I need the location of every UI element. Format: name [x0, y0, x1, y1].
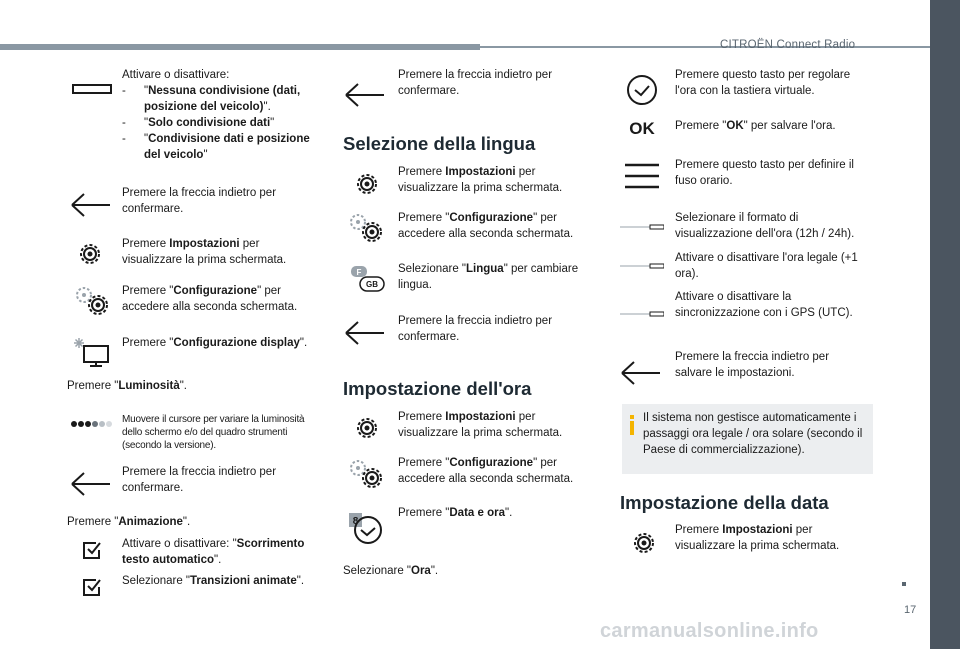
slider-text: Muovere il cursore per variare la luminosità dello schermo e/o del quadro strumenti (secondo la versione). — [122, 414, 305, 451]
ok-text: Premere "OK" per salvare l'ora. — [675, 120, 836, 132]
back-arrow-icon — [344, 82, 386, 108]
back-confirm-text-2: Premere la freccia indietro per confermare. — [122, 466, 277, 494]
brightness-text: Premere "Luminosità". — [67, 380, 187, 392]
back-save-text: Premere la freccia indietro per salvare le impostazioni. — [675, 351, 830, 379]
back-arrow-icon — [70, 192, 112, 218]
config-text-2: Premere "Configurazione" per accedere alla seconda schermata. — [398, 457, 574, 485]
option-data-position: - "Condivisione dati e posizione del veicolo" — [122, 131, 322, 163]
settings-text: Premere Impostazioni per visualizzare la prima schermata. — [398, 166, 563, 194]
info-text: Il sistema non gestisce automaticamente i passaggi ora legale / ora solare (secondo il Paese di commercializzazione). — [643, 412, 863, 456]
config-gears-icon — [346, 210, 386, 246]
checkbox-checked-icon — [82, 540, 102, 560]
header-rule-thin — [480, 46, 930, 48]
language-heading: Selezione della lingua — [343, 133, 536, 154]
watermark: carmanualsonline.info — [600, 620, 819, 642]
info-icon — [625, 414, 639, 436]
back-arrow-icon — [344, 320, 386, 346]
keyboard-text: Premere questo tasto per regolare l'ora con la tastiera virtuale. — [675, 69, 851, 97]
flag-gb-label: GB — [366, 280, 378, 289]
auto-scroll-text: Attivare o disattivare: "Scorrimento testo automatico". — [122, 538, 305, 566]
gear-icon — [630, 529, 658, 557]
back-arrow-icon — [70, 471, 112, 497]
display-brightness-icon — [72, 336, 112, 370]
data-share-section — [122, 67, 322, 163]
language-flags-icon — [346, 264, 386, 294]
back-confirm-text-2: Premere la freccia indietro per confermare. — [398, 315, 553, 343]
config-gears-icon — [72, 283, 112, 319]
option-data-only: - "Solo condivisione dati" — [122, 115, 322, 131]
option-no-sharing: - "Nessuna condivisione (dati, posizione del veicolo)". — [122, 83, 322, 115]
animation-text: Premere "Animazione". — [67, 516, 191, 528]
date-heading: Impostazione della data — [620, 492, 829, 513]
time-heading: Impostazione dell'ora — [343, 378, 532, 399]
flag-f-label: F — [356, 268, 362, 277]
continue-marker — [902, 582, 906, 586]
toggle-switch-icon — [620, 309, 664, 319]
config-gears-icon — [346, 456, 386, 492]
page-number: 17 — [904, 604, 917, 616]
ok-icon: OK — [629, 119, 655, 138]
select-time-text: Selezionare "Ora". — [343, 565, 439, 577]
gear-icon — [76, 240, 104, 268]
back-arrow-icon — [620, 360, 662, 386]
config-text: Premere "Configurazione" per accedere alla seconda schermata. — [398, 212, 574, 240]
toggle-switch-icon — [620, 222, 664, 232]
clock-check-icon — [626, 74, 658, 106]
gear-icon — [353, 170, 381, 198]
animated-transitions-text: Selezionare "Transizioni animate". — [122, 575, 305, 587]
gps-sync-text: Attivare o disattivare la sincronizzazione con i GPS (UTC). — [675, 291, 853, 319]
menu-lines-icon — [624, 162, 660, 190]
checkbox-checked-icon — [82, 577, 102, 597]
settings-text: Premere Impostazioni per visualizzare la prima schermata. — [122, 238, 287, 266]
date-time-text: Premere "Data e ora". — [398, 507, 513, 519]
toggle-switch-icon — [620, 261, 664, 271]
language-text: Selezionare "Lingua" per cambiare lingua. — [398, 263, 579, 291]
settings-text-2: Premere Impostazioni per visualizzare la prima schermata. — [398, 411, 563, 439]
data-share-intro: Attivare o disattivare: — [122, 69, 230, 81]
header-brand: CITROËN Connect Radio — [720, 39, 856, 51]
display-config-text: Premere "Configurazione display". — [122, 337, 308, 349]
settings-text: Premere Impostazioni per visualizzare la prima schermata. — [675, 524, 840, 552]
daylight-saving-text: Attivare o disattivare l'ora legale (+1 ora). — [675, 252, 858, 280]
format-text: Selezionare il formato di visualizzazione dell'ora (12h / 24h). — [675, 212, 855, 240]
back-confirm-text: Premere la freccia indietro per confermare. — [398, 69, 553, 97]
clock-calendar-icon — [346, 510, 386, 546]
config-text: Premere "Configurazione" per accedere alla seconda schermata. — [122, 285, 298, 313]
back-confirm-text: Premere la freccia indietro per confermare. — [122, 187, 277, 215]
page-sidebar — [930, 0, 960, 649]
brightness-slider-icon — [70, 418, 112, 430]
header-rule-thick — [0, 44, 480, 50]
timezone-text: Premere questo tasto per definire il fuso orario. — [675, 159, 854, 187]
gear-icon — [353, 414, 381, 442]
data-share-bar-icon — [72, 82, 112, 96]
calendar-day-label: 8 — [352, 516, 359, 527]
